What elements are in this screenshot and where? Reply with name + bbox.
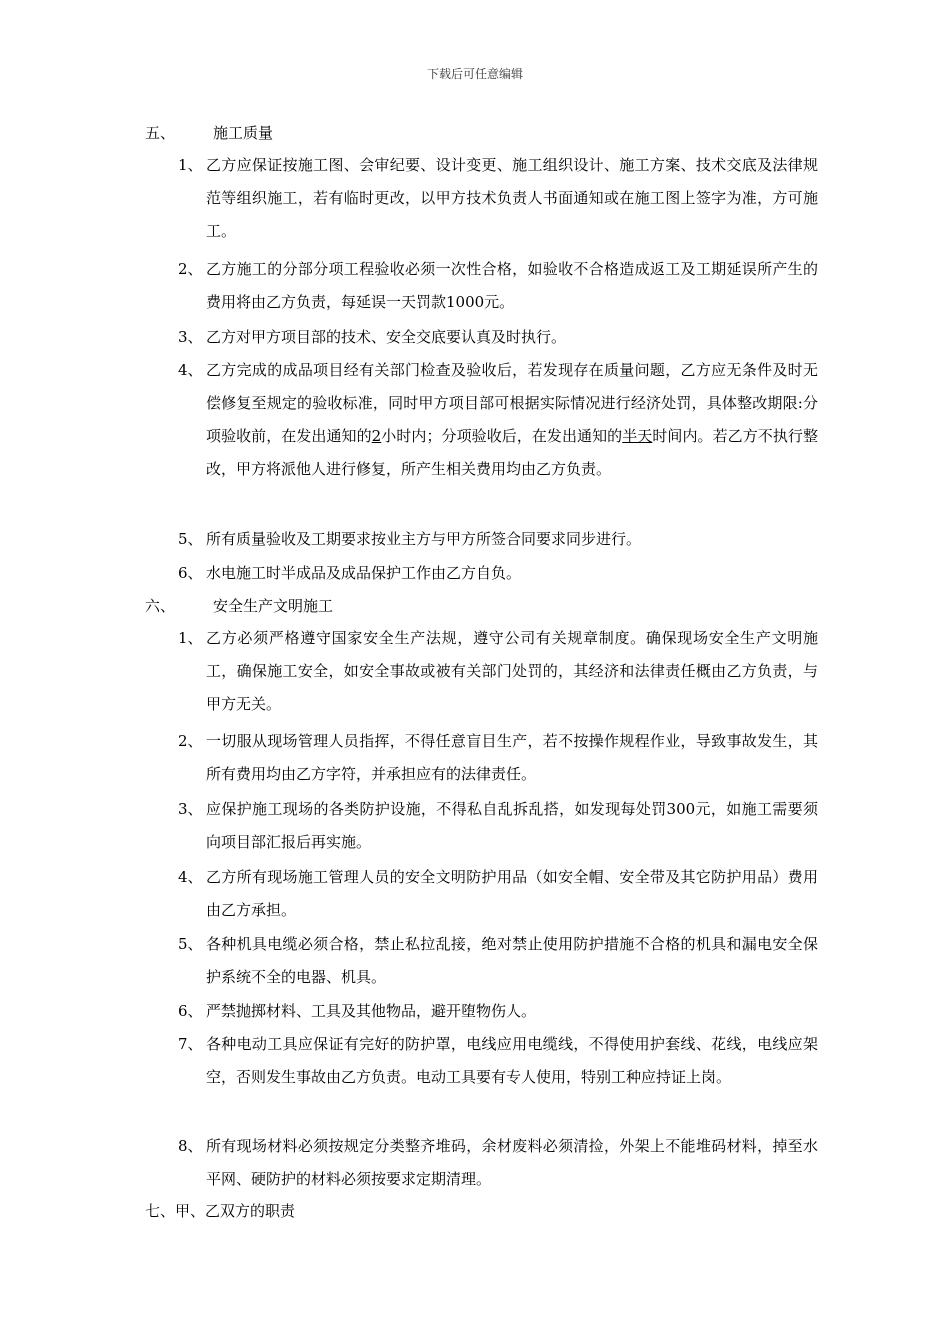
section-title: 施工质量 [213, 124, 274, 142]
item-text: 乙方必须严格遵守国家安全生产法规，遵守公司有关规章制度。确保现场安全生产文明施工，确保施工安全，如安全事故或被有关部门处罚的，其经济和法律责任概由乙方负责，与甲方无关。 [206, 629, 818, 713]
list-item [178, 995, 818, 1028]
list-item [178, 321, 818, 354]
item-number: 5、 [178, 530, 203, 548]
list-item [178, 861, 818, 927]
list-item [178, 557, 818, 590]
item-text: 乙方应保证按施工图、会审纪要、设计变更、施工组织设计、施工方案、技术交底及法律规范等组织施工，若有临时更改，以甲方技术负责人书面通知或在施工图上签字为准，方可施工。 [206, 156, 818, 240]
item-number: 1、 [178, 629, 203, 647]
item-number: 4、 [178, 361, 203, 379]
item-number: 2、 [178, 260, 203, 278]
section-number: 五、 [145, 124, 176, 142]
item-number: 3、 [178, 328, 203, 346]
list-item [178, 253, 818, 319]
underlined-half-day: 半天 [622, 427, 653, 445]
underlined-hours: 2 [371, 427, 382, 445]
item-number: 5、 [178, 935, 203, 953]
list-item [178, 928, 818, 994]
item-text: 应保护施工现场的各类防护设施，不得私自乱拆乱搭，如发现每处罚300元，如施工需要须向项目部汇报后再实施。 [206, 800, 818, 851]
list-item [178, 725, 818, 791]
item-text: 乙方施工的分部分项工程验收必须一次性合格，如验收不合格造成返工及工期延误所产生的费用将由乙方负责，每延误一天罚款1000元。 [206, 260, 818, 311]
item-text: 各种机具电缆必须合格，禁止私拉乱接，绝对禁止使用防护措施不合格的机具和漏电安全保护系统不全的电器、机具。 [206, 935, 818, 986]
section-number: 六、 [145, 597, 176, 615]
list-item [178, 622, 818, 721]
item-number: 2、 [178, 732, 203, 750]
item-text: 乙方所有现场施工管理人员的安全文明防护用品（如安全帽、安全带及其它防护用品）费用由乙方承担。 [206, 868, 818, 919]
item-text: 所有现场材料必须按规定分类整齐堆码，余材废料必须清捡，外架上不能堆码材料，掉至水平网、硬防护的材料必须按要求定期清理。 [206, 1137, 818, 1188]
section-6-heading [145, 596, 333, 616]
item-number: 1、 [178, 156, 203, 174]
section-title: 安全生产文明施工 [213, 597, 334, 615]
item-text: 乙方对甲方项目部的技术、安全交底要认真及时执行。 [206, 328, 567, 346]
item-number: 6、 [178, 564, 203, 582]
item-text: 水电施工时半成品及成品保护工作由乙方自负。 [206, 564, 522, 582]
item-number: 7、 [178, 1035, 203, 1053]
list-item [178, 354, 818, 486]
item-text: 乙方完成的成品项目经有关部门检查及验收后，若发现存在质量问题，乙方应无条件及时无偿修复至规定的验收标准，同时甲方项目部可根据实际情况进行经济处罚，具体整改期限:分项验收前，在发出通知的2小时内；分项验收后，在发出通知的半天时间内。若乙方不执行整改，甲方将派他人进行修复，所产生相关费用均由乙方负责。 [206, 361, 818, 478]
section-number: 七、 [145, 1202, 176, 1220]
item-text: 一切服从现场管理人员指挥，不得任意盲目生产，若不按操作规程作业，导致事故发生，其所有费用均由乙方字符，并承担应有的法律责任。 [206, 732, 818, 783]
section-7-heading [145, 1201, 295, 1221]
item-text: 严禁抛掷材料、工具及其他物品，避开堕物伤人。 [206, 1002, 537, 1020]
list-item [178, 523, 818, 556]
item-number: 6、 [178, 1002, 203, 1020]
item-number: 8、 [178, 1137, 203, 1155]
list-item [178, 793, 818, 859]
list-item [178, 1028, 818, 1094]
list-item [178, 149, 818, 248]
item-number: 4、 [178, 868, 203, 886]
section-5-heading [145, 123, 273, 143]
item-text: 所有质量验收及工期要求按业主方与甲方所签合同要求同步进行。 [206, 530, 642, 548]
section-title: 甲、乙双方的职责 [175, 1202, 296, 1220]
list-item [178, 1130, 818, 1196]
page-header-note: 下载后可任意编辑 [426, 67, 523, 81]
item-number: 3、 [178, 800, 203, 818]
item-text: 各种电动工具应保证有完好的防护罩，电线应用电缆线，不得使用护套线、花线，电线应架空，否则发生事故由乙方负责。电动工具要有专人使用，特别工种应持证上岗。 [206, 1035, 818, 1086]
